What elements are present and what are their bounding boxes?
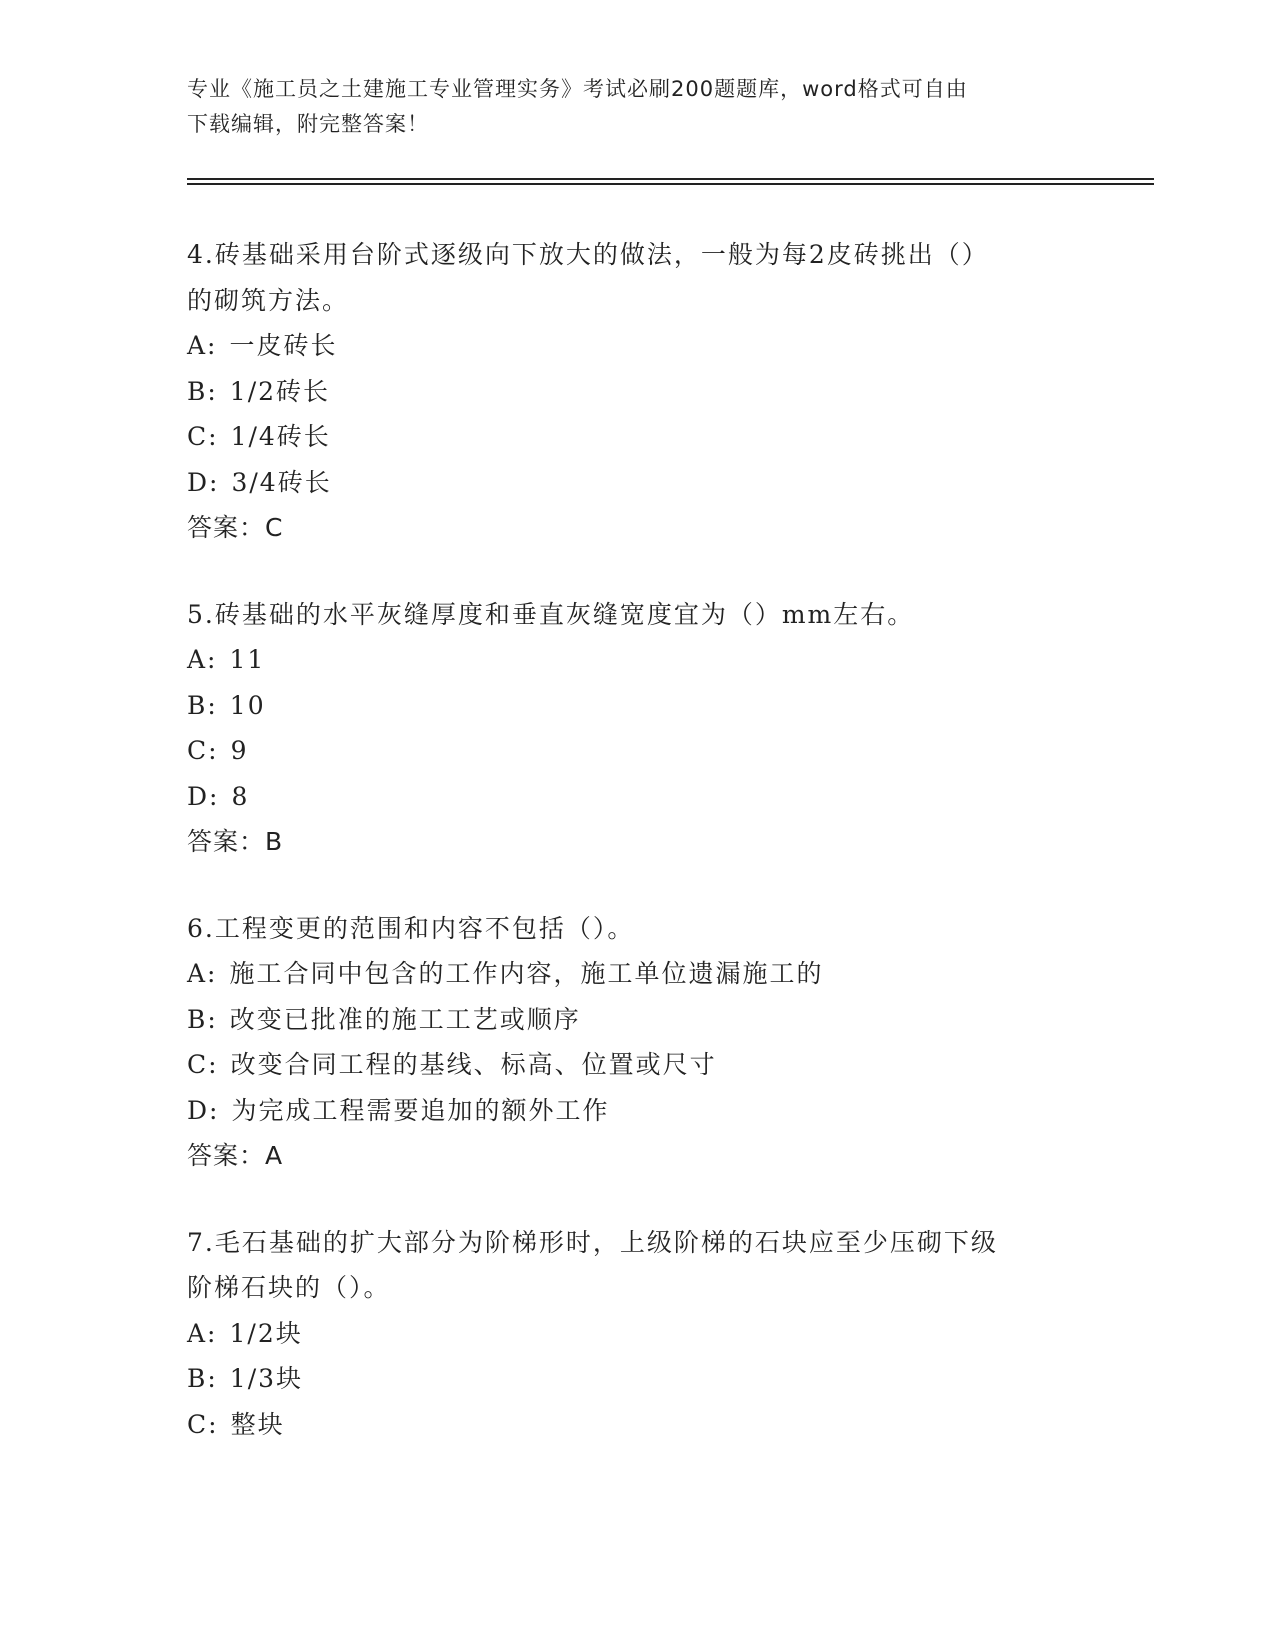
answer-option <box>187 774 1107 820</box>
question-text: 阶梯石块的（）。 <box>187 1273 391 1302</box>
question-block <box>187 1220 1107 1448</box>
answer-line: 答案：A <box>187 1141 284 1170</box>
option-text: 1/2砖长 <box>229 376 331 406</box>
option-key: A: <box>187 1318 218 1348</box>
option-text: 施工合同中包含的工作内容，施工单位遗漏施工的 <box>229 959 824 988</box>
document-header <box>187 72 1087 142</box>
option-key: A: <box>187 959 218 988</box>
question-block <box>187 232 1107 551</box>
answer-option <box>187 323 1107 369</box>
option-text: 整块 <box>230 1409 285 1439</box>
answer-option <box>187 1088 1107 1134</box>
option-key: A: <box>187 331 218 360</box>
question-block <box>187 906 1107 1179</box>
header-line-1: 专业《施工员之土建施工专业管理实务》考试必刷200题题库，word格式可自由 <box>187 77 968 101</box>
answer-option <box>187 1311 1107 1357</box>
answer-option <box>187 728 1107 774</box>
header-line-2: 下载编辑，附完整答案！ <box>187 112 429 136</box>
answer-option <box>187 637 1107 683</box>
option-text: 1/4砖长 <box>230 422 331 451</box>
answer-option <box>187 414 1107 460</box>
option-text: 11 <box>229 645 266 674</box>
option-key: B: <box>187 1004 218 1034</box>
option-key: B: <box>187 690 218 720</box>
question-text: 4.砖基础采用台阶式逐级向下放大的做法，一般为每2皮砖挑出（） <box>187 240 989 269</box>
answer-option <box>187 683 1107 729</box>
option-text: 3/4砖长 <box>231 467 332 497</box>
option-key: C: <box>187 736 219 765</box>
question-text: 的砌筑方法。 <box>187 285 350 315</box>
option-key: C: <box>187 422 219 451</box>
option-key: D: <box>187 781 220 811</box>
option-text: 10 <box>229 690 266 720</box>
option-text: 9 <box>230 736 249 765</box>
answer-option <box>187 1042 1107 1088</box>
option-key: B: <box>187 376 218 406</box>
option-text: 8 <box>231 781 250 811</box>
answer-option <box>187 1356 1107 1402</box>
question-list <box>187 232 1107 1488</box>
question-block <box>187 592 1107 865</box>
option-text: 1/2块 <box>229 1318 303 1348</box>
answer-line: 答案：C <box>187 513 284 542</box>
question-text: 5.砖基础的水平灰缝厚度和垂直灰缝宽度宜为（）mm左右。 <box>187 599 915 629</box>
question-text: 6.工程变更的范围和内容不包括（）。 <box>187 913 635 943</box>
option-text: 改变已批准的施工工艺或顺序 <box>229 1004 581 1034</box>
answer-line: 答案：B <box>187 827 284 856</box>
answer-option <box>187 369 1107 415</box>
option-key: C: <box>187 1409 219 1439</box>
answer-option <box>187 460 1107 506</box>
option-text: 为完成工程需要追加的额外工作 <box>231 1095 610 1125</box>
option-text: 改变合同工程的基线、标高、位置或尺寸 <box>230 1050 717 1079</box>
answer-option <box>187 997 1107 1043</box>
option-text: 一皮砖长 <box>229 331 338 360</box>
option-key: D: <box>187 467 220 497</box>
option-key: B: <box>187 1364 218 1393</box>
header-divider-top <box>187 178 1154 180</box>
option-key: D: <box>187 1095 220 1125</box>
header-divider-bottom <box>187 183 1154 185</box>
option-text: 1/3块 <box>229 1364 304 1393</box>
option-key: C: <box>187 1050 219 1079</box>
option-key: A: <box>187 645 218 674</box>
answer-option <box>187 951 1107 997</box>
question-text: 7.毛石基础的扩大部分为阶梯形时，上级阶梯的石块应至少压砌下级 <box>187 1227 998 1257</box>
answer-option <box>187 1402 1107 1448</box>
